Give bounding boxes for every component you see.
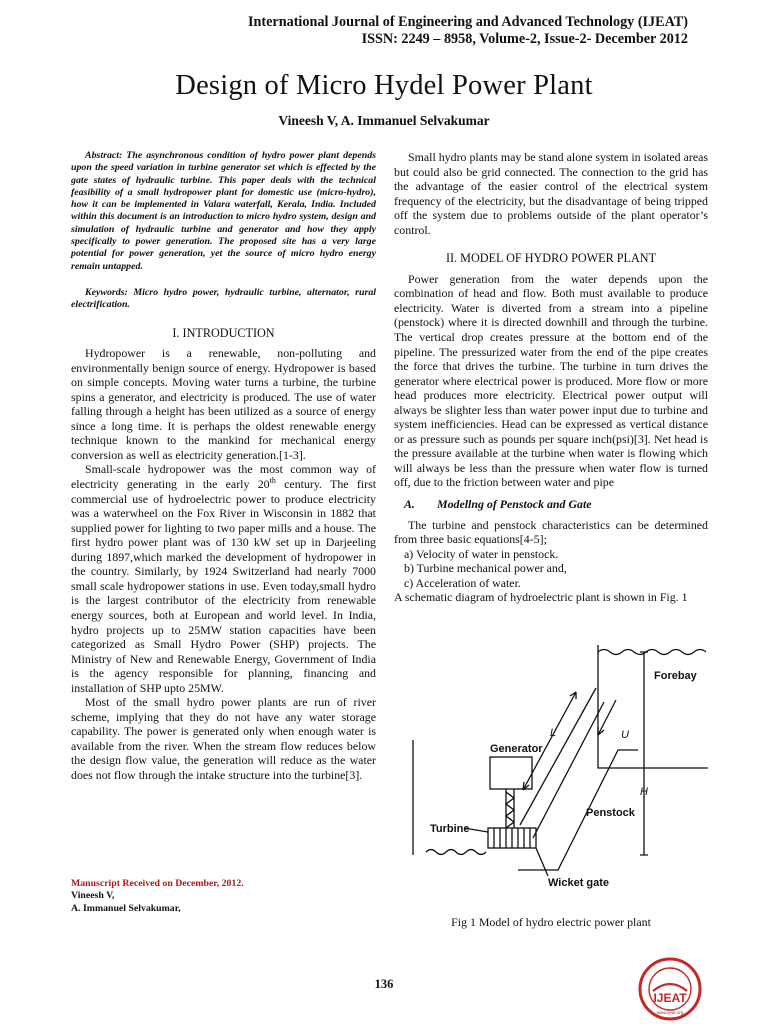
label-generator: Generator <box>490 743 543 755</box>
list-item: b) Turbine mechanical power and, <box>404 561 567 576</box>
wicket-gate-pointer <box>536 848 548 876</box>
label-forebay: Forebay <box>654 670 697 682</box>
keywords: Keywords: Micro hydro power, hydraulic turbine, alternator, rural electrification. <box>71 286 376 311</box>
superscript-th: th <box>269 476 276 486</box>
label-U: U <box>621 729 629 741</box>
ijeat-logo <box>637 956 703 1022</box>
subsection-heading-a <box>394 497 708 512</box>
label-turbine: Turbine <box>430 823 470 835</box>
logo-ring-text: www.ijeat.org <box>656 1010 684 1015</box>
model-paragraph-1: Power generation from the water depends upon the combination of head and flow. Both must available to produce electricity. Water is diverted from a stream into a pipeline (penstock) where it is directed downhill and through the turbine. The vertical drop creates pressure at the bottom end of the pipeline. The pressurized water from the end of the pipe creates the force that drives the turbine. The turbine in turn drives the generator where electrical power is produced. More flow or more head produces more electricity. Electrical power output will always be slighter less than water power input due to turbine and system inefficiencies. Head can be expressed as vertical distance or as pressure such as pounds per square inch(psi)[3]. Net head is the pressure available at the turbine when water is flowing which will always be less than the pressure when water flow is turned off, due to the friction between water and pipe <box>394 271 708 490</box>
intro-paragraph-1: Hydropower is a renewable, non-polluting and environmentally benign source of energy. Hydropower is based on simple concepts. Moving water turns a turbine, the turbine spins a generator, and electricity is produced. The use of water falling through a height has been utilized as a source of energy since a long time. It is perhaps the oldest renewable energy technique known to the mankind for mechanical energy conversion as well as electricity generation.[1-3]. <box>71 346 376 462</box>
forebay-water-surface <box>598 650 706 655</box>
footnote-author-2: A. Immanuel Selvakumar, <box>71 902 181 914</box>
intro-p2-part-a: Small-scale hydropower was the most common way of electricity generating in the early 20 <box>71 462 376 492</box>
logo-text: IJEAT <box>653 991 687 1005</box>
length-arrow <box>523 692 576 790</box>
intro-paragraph-2 <box>71 462 376 695</box>
figure-caption: Fig 1 Model of hydro electric power plant <box>451 915 651 929</box>
left-column <box>71 150 376 783</box>
tailwater-surface <box>426 850 486 855</box>
right-column <box>394 150 708 605</box>
intro-paragraph-4: Small hydro plants may be stand alone system in isolated areas but could also be grid connected. The connection to the grid has the advantage of the easier control of the electrical system frequency of the electricity, but the disadvantage of being tripped off the system due to problems outside of the plant operator’s control. <box>394 150 708 237</box>
intro-paragraph-3: Most of the small hydro power plants are run of river scheme, implying that they do not have any water storage capability. The power is generated only when enough water is available from the river. When the stream flow reduces below the design flow value, the generation will reduce as the water does not flow through the intake structure into the turbine[3]. <box>71 695 376 782</box>
manuscript-received: Manuscript Received on December, 2012. <box>71 878 244 889</box>
section-heading-introduction: I. INTRODUCTION <box>172 325 275 340</box>
model-paragraph-3: A schematic diagram of hydroelectric plant is shown in Fig. 1 <box>394 590 688 605</box>
label-L: L <box>550 727 557 739</box>
list-item: a) Velocity of water in penstock. <box>404 546 559 561</box>
label-wicket-gate: Wicket gate <box>548 877 610 889</box>
abstract: Abstract: The asynchronous condition of hydro power plant depends upon the speed variation in turbine generator set which is effected by the gate states of hydraulic turbine. This paper deals with the technical feasibility of a small hydropower plant for domestic use (micro-hydro), how it can be implemented in Valara waterfall, Kerala, India. Included within this document is an introduction to micro hydro system, design and simulation of hydraulic turbine and generator and how they apply specifically to power generation. The proposed site has a very large potential for power generation, yet the source of micro hydro energy remain untapped. <box>71 150 376 272</box>
section-heading-model: II. MODEL OF HYDRO POWER PLANT <box>445 251 657 266</box>
reservoir-wall <box>598 645 708 768</box>
subsection-title: Modellng of Penstock and Gate <box>437 497 592 512</box>
paper-title: Design of Micro Hydel Power Plant <box>175 70 593 101</box>
page-number: 136 <box>374 977 394 991</box>
paper-authors: Vineesh V, A. Immanuel Selvakumar <box>278 113 490 128</box>
model-paragraph-2: The turbine and penstock characteristics can be determined from three basic equations[4-5]; <box>394 517 708 547</box>
equation-list <box>394 547 708 591</box>
journal-issn: ISSN: 2249 – 8958, Volume-2, Issue-2- December 2012 <box>361 31 688 47</box>
list-item: c) Acceleration of water. <box>404 575 521 590</box>
journal-name: International Journal of Engineering and Advanced Technology (IJEAT) <box>247 14 688 30</box>
footnote-author-1: Vineesh V, <box>71 890 115 902</box>
manuscript-footnote <box>71 878 244 915</box>
hydro-plant-diagram <box>408 640 708 910</box>
intro-p2-part-b: century. The first commercial use of hydroelectric power to produce electricity was a waterwheel on the Fox River in Wisconsin in 1882 that supplied power for lighting to two paper mills and a house. The first hydro power plant was of 130 kW set up in Darjeeling during 1897,which marked the development of hydropower in the country. Similarly, by 1924 Switzerland had nearly 7000 small scale hydropower stations in use. Even today,small hydro is the largest contributor of the electricity from renewable energy sources, both at European and world level. In India, hydro projects up to 25MW station capacities have been categorized as Small Hydro Power (SHP) projects. The Ministry of New and Renewable Energy, Government of India is the agency responsible for planning, financing and installation of SHP upto 25MW. <box>71 477 376 695</box>
label-penstock: Penstock <box>586 807 635 819</box>
velocity-arrow <box>598 700 616 735</box>
journal-header <box>248 14 688 48</box>
label-H: H <box>640 786 648 798</box>
subsection-number: A. <box>404 497 415 512</box>
